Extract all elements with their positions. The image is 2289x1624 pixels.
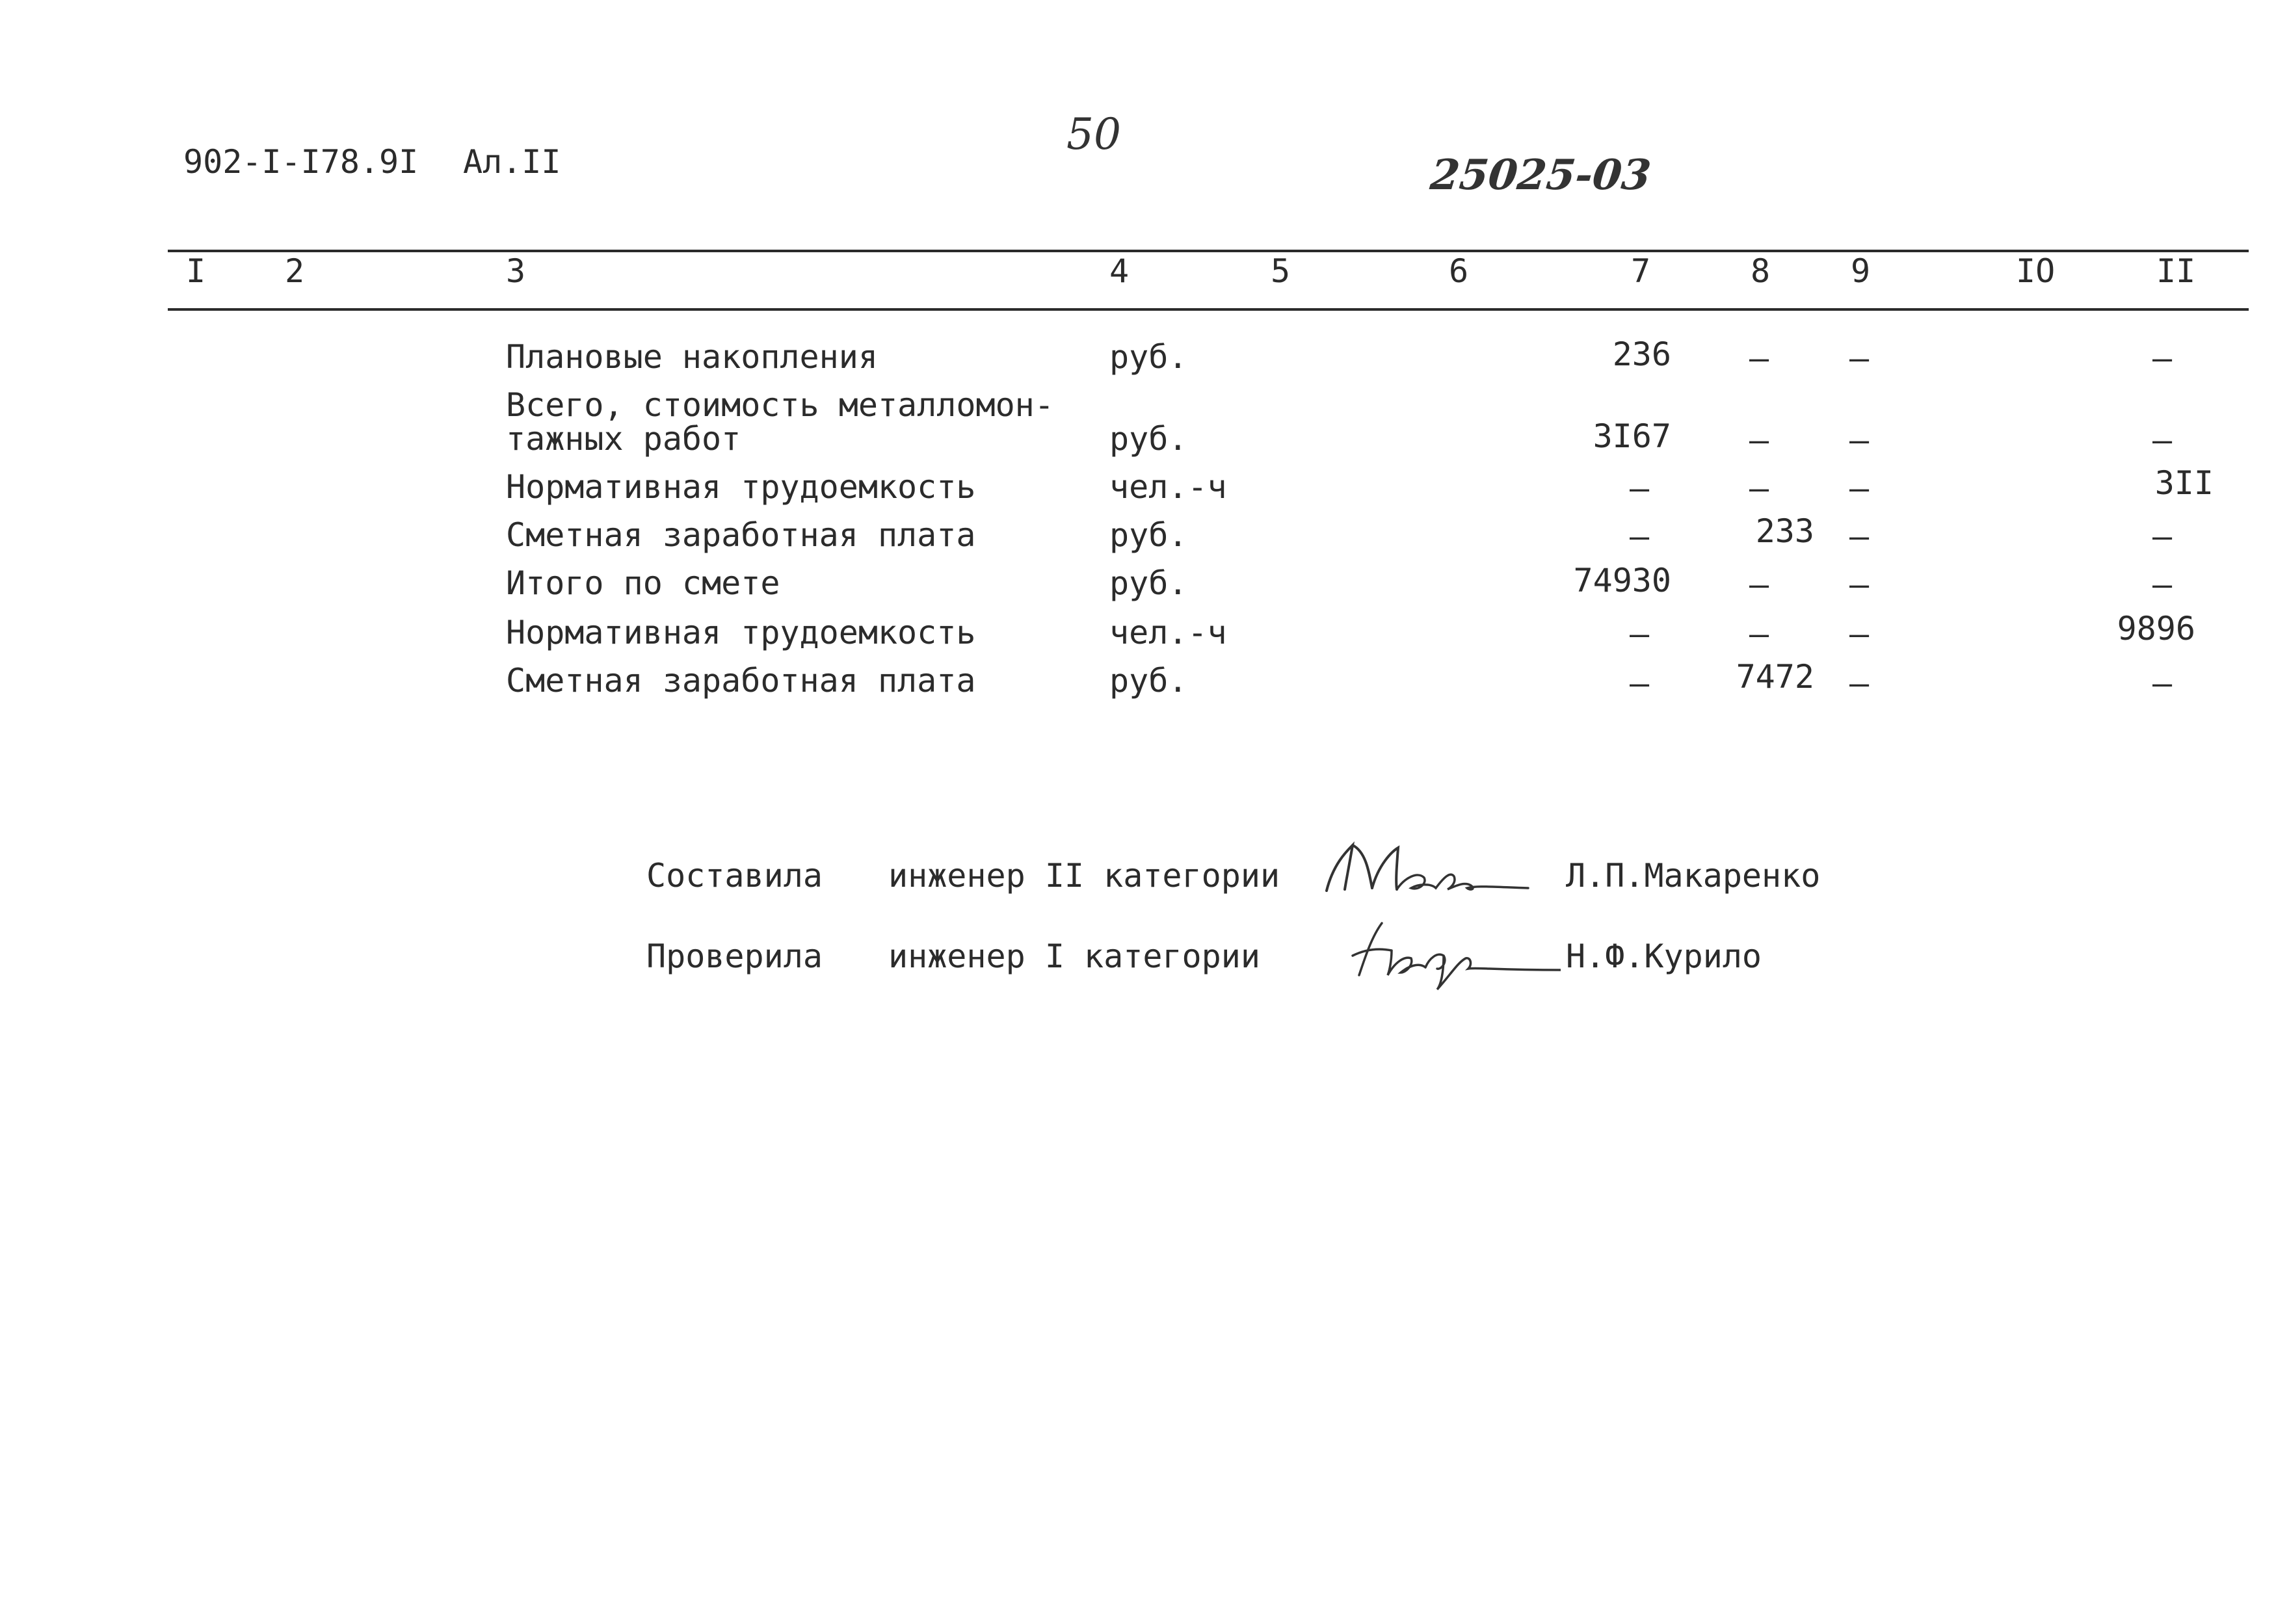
doc-code: 902-I-I78.9I bbox=[183, 143, 419, 181]
row-col7: 3I67 bbox=[1593, 417, 1671, 455]
column-header-9: 9 bbox=[1851, 252, 1871, 290]
row-col11: 3II bbox=[2154, 464, 2214, 502]
column-header-2: 2 bbox=[285, 252, 305, 290]
compiled-by-signature bbox=[1320, 826, 1535, 904]
row-col8: – bbox=[1749, 615, 1769, 653]
row-col7: – bbox=[1629, 664, 1650, 702]
checked-by-name: Н.Ф.Курило bbox=[1566, 937, 1762, 975]
row-name-line1: Всего, стоимость металломон- bbox=[506, 386, 1054, 424]
column-header-11: II bbox=[2156, 252, 2196, 290]
row-col11: 9896 bbox=[2117, 610, 2195, 648]
row-col11: – bbox=[2152, 566, 2173, 603]
row-col9: – bbox=[1849, 421, 1870, 459]
row-col11: – bbox=[2152, 517, 2173, 555]
row-col9: – bbox=[1849, 615, 1870, 653]
checked-by-signature bbox=[1346, 910, 1561, 995]
column-header-5: 5 bbox=[1271, 252, 1291, 290]
row-col7: – bbox=[1629, 615, 1650, 653]
checked-by-role: Проверила bbox=[646, 937, 823, 975]
row-col8: 7472 bbox=[1736, 658, 1814, 696]
row-col11: – bbox=[2152, 339, 2173, 377]
row-col8: – bbox=[1749, 566, 1769, 603]
column-header-8: 8 bbox=[1751, 252, 1771, 290]
row-name: Нормативная трудоемкость bbox=[506, 614, 976, 651]
row-col9: – bbox=[1849, 469, 1870, 507]
row-name: Нормативная трудоемкость bbox=[506, 468, 976, 506]
row-col7: – bbox=[1629, 469, 1650, 507]
column-header-1: I bbox=[186, 252, 206, 290]
row-col8: 233 bbox=[1755, 512, 1814, 550]
row-name-line2: тажных работ bbox=[506, 420, 741, 458]
row-name: Плановые накопления bbox=[506, 338, 878, 376]
row-col9: – bbox=[1849, 566, 1870, 603]
column-header-4: 4 bbox=[1109, 252, 1130, 290]
row-col7: 236 bbox=[1612, 335, 1671, 373]
row-col8: – bbox=[1749, 469, 1769, 507]
row-unit: чел.-ч bbox=[1109, 468, 1227, 506]
column-header-10: IO bbox=[2016, 252, 2056, 290]
page-number: 50 bbox=[1066, 109, 1121, 159]
row-col11: – bbox=[2152, 664, 2173, 702]
row-unit: руб. bbox=[1109, 662, 1188, 700]
row-unit: руб. bbox=[1109, 516, 1188, 554]
column-header-7: 7 bbox=[1631, 252, 1651, 290]
archive-number: 25025-03 bbox=[1428, 151, 1654, 200]
checked-by-position: инженер I категории bbox=[888, 937, 1260, 975]
compiled-by-name: Л.П.Макаренко bbox=[1566, 857, 1821, 895]
row-col9: – bbox=[1849, 664, 1870, 702]
album-label: Ал.II bbox=[463, 143, 561, 181]
row-col9: – bbox=[1849, 517, 1870, 555]
table-header-rule bbox=[168, 308, 2249, 311]
row-unit: руб. bbox=[1109, 338, 1188, 376]
row-name: Сметная заработная плата bbox=[506, 662, 976, 700]
row-name: Итого по смете bbox=[506, 564, 780, 602]
row-col9: – bbox=[1849, 339, 1870, 377]
compiled-by-position: инженер II категории bbox=[888, 857, 1280, 895]
row-col7: – bbox=[1629, 517, 1650, 555]
table-top-rule bbox=[168, 250, 2249, 252]
row-unit: руб. bbox=[1109, 564, 1188, 602]
row-col8: – bbox=[1749, 339, 1769, 377]
row-name: Сметная заработная плата bbox=[506, 516, 976, 554]
row-col8: – bbox=[1749, 421, 1769, 459]
column-header-3: 3 bbox=[506, 252, 526, 290]
row-unit: чел.-ч bbox=[1109, 614, 1227, 651]
row-unit: руб. bbox=[1109, 420, 1188, 458]
column-header-6: 6 bbox=[1449, 252, 1469, 290]
compiled-by-role: Составила bbox=[646, 857, 823, 895]
row-col11: – bbox=[2152, 421, 2173, 459]
row-col7: 74930 bbox=[1573, 562, 1671, 599]
